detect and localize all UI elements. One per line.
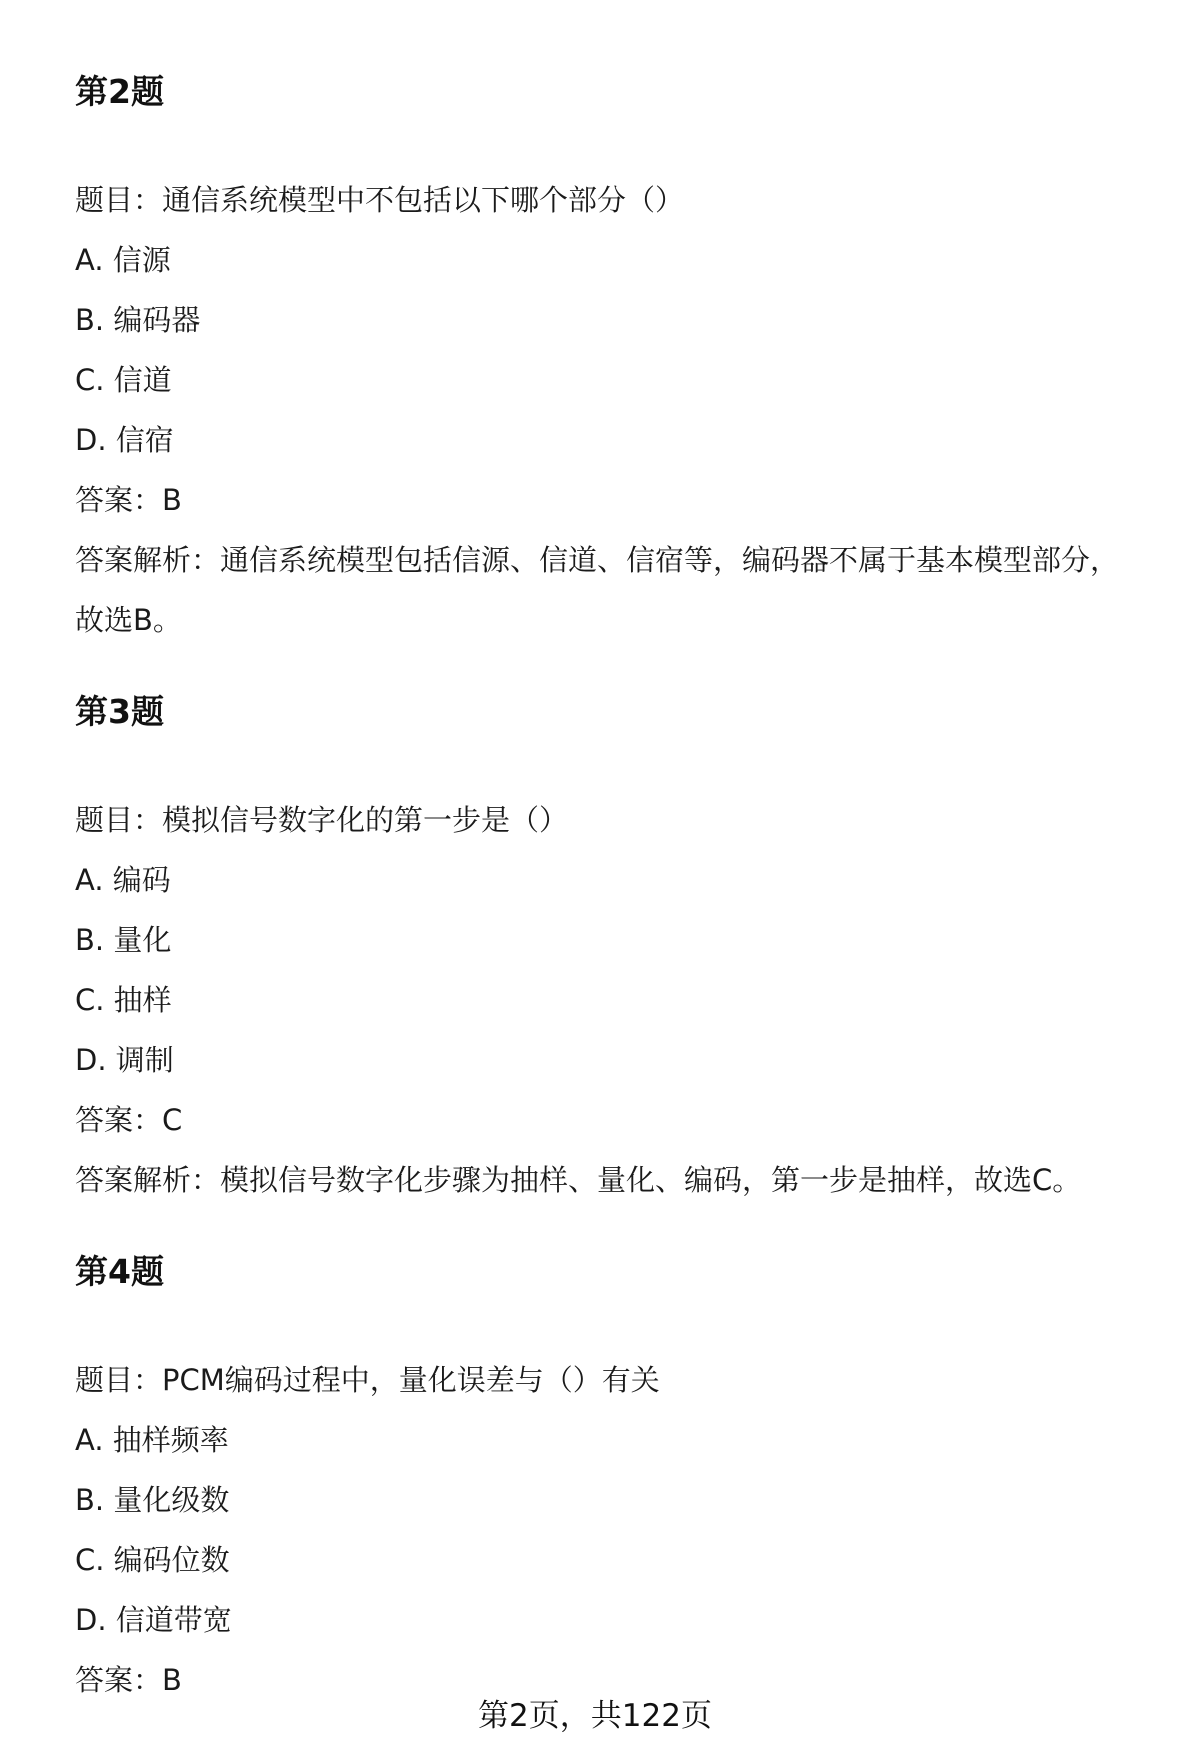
answer-analysis-continued: 故选B。 — [75, 603, 182, 637]
option-a: A. 编码 — [75, 863, 171, 897]
option-c: C. 编码位数 — [75, 1543, 230, 1577]
answer: 答案：B — [75, 1663, 182, 1697]
question-4 — [75, 1240, 1155, 1710]
answer: 答案：B — [75, 483, 182, 517]
option-d: D. 信道带宽 — [75, 1603, 232, 1637]
option-d: D. 信宿 — [75, 423, 174, 457]
option-b: B. 编码器 — [75, 303, 201, 337]
page-indicator: 第2页，共122页 — [478, 1698, 712, 1734]
question-stem: 题目：通信系统模型中不包括以下哪个部分（） — [75, 183, 685, 217]
question-heading: 第2题 — [75, 72, 164, 111]
option-d: D. 调制 — [75, 1043, 174, 1077]
option-a: A. 信源 — [75, 243, 171, 277]
answer-analysis: 答案解析：通信系统模型包括信源、信道、信宿等，编码器不属于基本模型部分， — [75, 543, 1120, 577]
option-b: B. 量化级数 — [75, 1483, 230, 1517]
question-heading: 第4题 — [75, 1252, 164, 1291]
question-2 — [75, 60, 1155, 650]
option-b: B. 量化 — [75, 923, 172, 957]
question-stem: 题目：PCM编码过程中，量化误差与（）有关 — [75, 1363, 660, 1397]
question-heading: 第3题 — [75, 692, 164, 731]
answer-analysis: 答案解析：模拟信号数字化步骤为抽样、量化、编码，第一步是抽样，故选C。 — [75, 1163, 1082, 1197]
question-3 — [75, 680, 1155, 1210]
option-c: C. 信道 — [75, 363, 172, 397]
answer: 答案：C — [75, 1103, 183, 1137]
option-a: A. 抽样频率 — [75, 1423, 229, 1457]
question-list — [75, 60, 1155, 1710]
option-c: C. 抽样 — [75, 983, 172, 1017]
question-stem: 题目：模拟信号数字化的第一步是（） — [75, 803, 569, 837]
